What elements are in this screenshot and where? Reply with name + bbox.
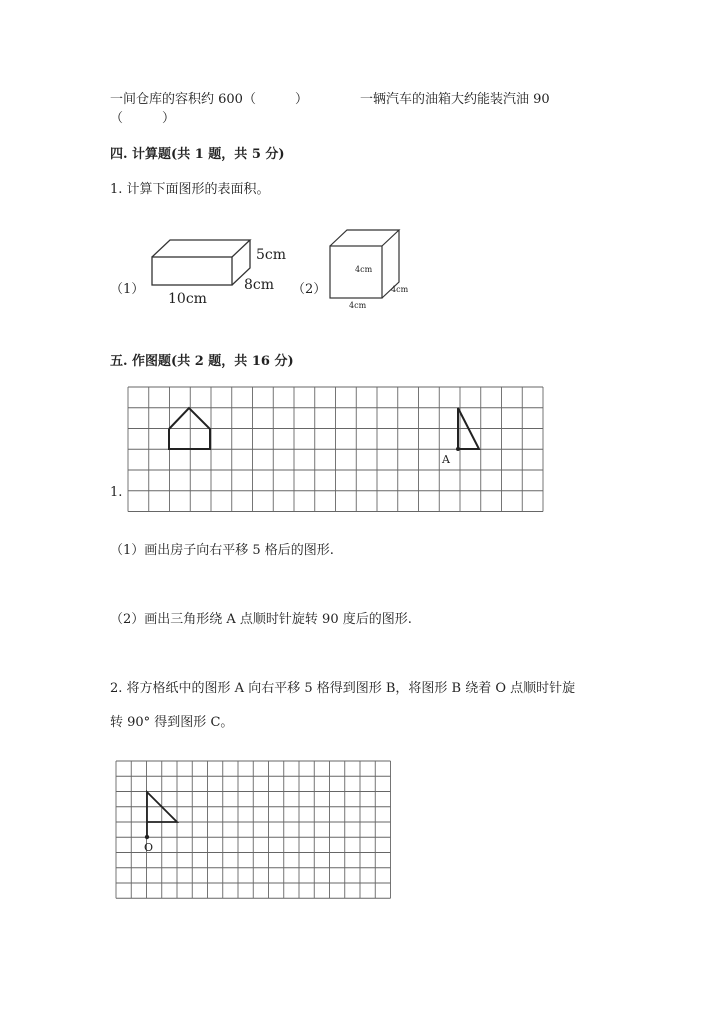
point-a-label: A (442, 453, 450, 466)
fill-blank-line2: （ ） (110, 111, 176, 126)
fill-blank-line1-left: 一间仓库的容积约 600（ ） (110, 92, 308, 107)
section5-question1-number: 1. (110, 485, 123, 500)
cube-width-label: 4cm (391, 285, 409, 294)
section5-title: 五. 作图题(共 2 题，共 16 分) (110, 354, 294, 369)
section5-q2-line1: 2. 将方格纸中的图形 A 向右平移 5 格得到图形 B，将图形 B 绕着 O 点顺时针旋 (110, 681, 576, 696)
point-o-label: O (144, 841, 154, 854)
cuboid-figure (140, 232, 290, 308)
section5-q1-part1: （1）画出房子向右平移 5 格后的图形. (110, 543, 334, 558)
point-o (145, 835, 149, 839)
cuboid-length-label: 10cm (168, 291, 207, 307)
section5-q1-part2: （2）画出三角形绕 A 点顺时针旋转 90 度后的图形. (110, 612, 412, 627)
cuboid-width-label: 8cm (244, 277, 275, 293)
section4-title: 四. 计算题(共 1 题，共 5 分) (110, 147, 285, 162)
point-a (456, 447, 460, 451)
figure1-label: （1） (110, 282, 145, 297)
cube-length-label: 4cm (349, 301, 367, 310)
grid1 (127, 386, 545, 518)
section4-question1: 1. 计算下面图形的表面积。 (110, 182, 270, 197)
fill-blank-line1-right: 一辆汽车的油箱大约能装汽油 90 (360, 92, 550, 107)
cuboid-height-label: 5cm (256, 247, 287, 263)
figure2-label: （2） (292, 282, 327, 297)
section5-q2-line2: 转 90° 得到图形 C。 (110, 715, 234, 730)
cube-figure (325, 226, 420, 316)
grid2 (115, 760, 395, 902)
cube-height-label: 4cm (355, 265, 373, 274)
